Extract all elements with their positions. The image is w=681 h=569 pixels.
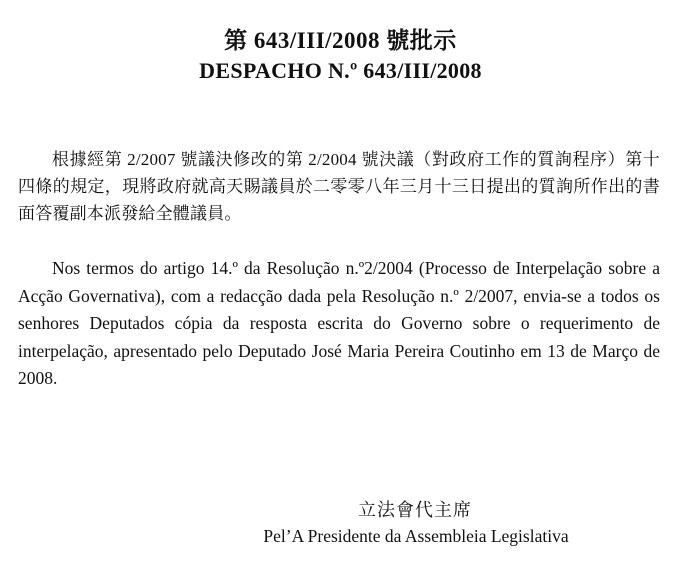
document-title-portuguese: DESPACHO N.º 643/III/2008: [199, 58, 482, 83]
document-title-chinese: 第 643/III/2008 號批示: [224, 28, 457, 53]
body-paragraph-chinese: 根據經第 2/2007 號議決修改的第 2/2004 號決議（對政府工作的質詢程序）第十四條的規定，現將政府就高天賜議員於二零零八年三月十三日提出的質詢所作出的書面答覆副本派發給全體議員。: [18, 150, 660, 223]
signatory-portuguese: Pel’A Presidente da Assembleia Legislativa: [263, 526, 569, 546]
body-paragraph-portuguese: Nos termos do artigo 14.º da Resolução n.º2/2004 (Processo de Interpelação sobre a Acção Governativa), com a redacção dada pela Resolução n.º 2/2007, envia-se a todos os senhores Deputados cópia da resposta escrita do Governo sobre o requerimento de interpelação, apresentado pelo Deputado José Maria Pereira Coutinho em 13 de Março de 2008.: [18, 258, 660, 388]
signatory-chinese: 立法會代主席: [358, 500, 472, 520]
